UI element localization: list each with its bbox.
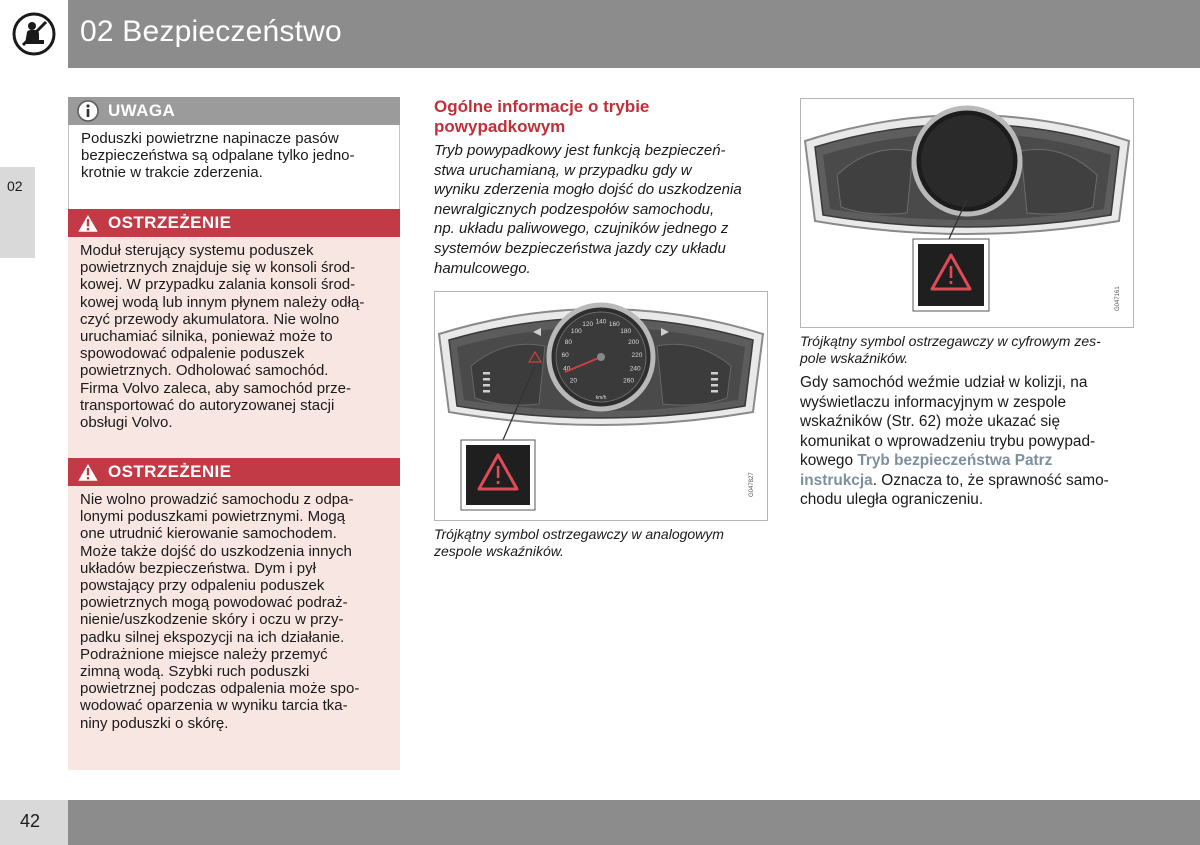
footer-bar (68, 800, 1200, 845)
text-line: systemów bezpieczeństwa jazdy czy układu (434, 239, 726, 257)
text-line: Tryb powypadkowy jest funkcją bezpieczeń- (434, 142, 726, 159)
text-line: Poduszki powietrzne napinacze pasów (81, 130, 339, 147)
text-line: uruchamiać silnika, ponieważ może to (80, 328, 333, 346)
text-line (800, 451, 1134, 471)
text-line: hamulcowego. (434, 259, 531, 277)
section-intro (434, 141, 764, 278)
digital-cluster-figure (800, 98, 1134, 328)
text-line: spowodować odpalenie poduszek (80, 345, 305, 363)
text-line: kowej. W przypadku zalania konsoli środ- (80, 276, 356, 294)
warning-box-2-header (68, 458, 400, 486)
speed-tick-label: 100 (570, 328, 582, 336)
speed-tick-label: 200 (628, 339, 640, 347)
text-line: one utrudnić kierowanie samochodem. (80, 525, 337, 543)
text-line: Moduł sterujący systemu poduszek (80, 242, 314, 259)
header-icon-box (0, 0, 68, 68)
speed-tick-label: 180 (620, 328, 632, 336)
warning-box-1-header (68, 209, 400, 237)
page-number: 42 (20, 811, 41, 831)
text-line: wyniku zderzenia mogło dojść do uszkodzenia (434, 181, 742, 199)
analog-cluster-figure (434, 291, 768, 521)
figure-code: G047161 (1115, 286, 1121, 311)
text-line: niny poduszki o skórę. (80, 714, 229, 732)
info-icon (76, 100, 100, 122)
figure-1-caption (434, 526, 764, 560)
speed-tick-label: 160 (608, 320, 620, 328)
text-line: kowej wodą lub innym płynem należy odłą- (80, 293, 365, 311)
text-line: Firma Volvo zaleca, aby samochód prze- (80, 379, 351, 397)
speed-tick-label: 260 (623, 377, 635, 385)
text-line: powietrznej podczas odpalenia może spo- (80, 680, 360, 698)
warning-box-2 (68, 458, 400, 770)
text-line: Trójkątny symbol ostrzegawczy w cyfrowym zes- (800, 333, 1101, 349)
speed-tick-label: 220 (631, 352, 643, 360)
speed-tick-label: 60 (561, 352, 569, 360)
note-box-header (68, 97, 400, 125)
page-title: 02 Bezpieczeństwo (80, 15, 342, 48)
text-line: obsługi Volvo. (80, 414, 173, 432)
text-line: Gdy samochód weźmie udział w kolizji, na (800, 374, 1088, 391)
text-line: powietrznych mogą powodować podraż- (80, 594, 348, 612)
text-line (800, 471, 1134, 491)
note-box (68, 97, 400, 218)
chapter-tab-label: 02 (7, 178, 23, 194)
text-line: wyświetlaczu informacyjnym w zespole (800, 393, 1066, 411)
speed-tick-label: 80 (564, 339, 573, 347)
text-line: Może także dojść do uszkodzenia innych (80, 542, 352, 560)
text-line: wskaźników (Str. 62) może ukazać się (800, 413, 1061, 430)
menu-message-link: instrukcja (800, 471, 873, 489)
text-line: wodować oparzenia w wyniku tarcia tka- (80, 697, 348, 715)
text-line: pole wskaźników. (800, 350, 909, 366)
text-line: Podrażnione miejsce należy przemyć (80, 645, 328, 663)
text-line: powstający przy odpaleniu poduszek (80, 577, 325, 595)
text-fragment: . Oznacza to, że sprawność samo- (872, 471, 1109, 489)
chapter-tab (0, 167, 35, 258)
text-line: chodu uległa ograniczeniu. (800, 491, 984, 508)
warning-box-1-text (68, 237, 400, 470)
speed-tick-label: 120 (582, 320, 594, 328)
page-number-box (0, 800, 68, 845)
header-bar (68, 0, 1200, 68)
speed-tick-label: 240 (629, 365, 641, 373)
analog-cluster-illustration (435, 292, 767, 520)
text-line: np. układu paliwowego, czujników jednego z (434, 220, 729, 238)
text-line: stwa uruchamianą, w przypadku gdy w (434, 161, 692, 179)
text-line: powietrznych znajduje się w konsoli środ- (80, 259, 356, 277)
digital-cluster-illustration (801, 99, 1133, 327)
text-line: Trójkątny symbol ostrzegawczy w analogowym (434, 526, 724, 542)
text-line: komunikat o wprowadzeniu trybu powypad- (800, 432, 1096, 450)
text-line: nienie/uszkodzenie skóry i oczu w przy- (80, 611, 344, 629)
text-line: newralgicznych podzespołów samochodu, (434, 200, 715, 218)
right-body-text (800, 373, 1134, 510)
text-line: Nie wolno prowadzić samochodu z odpa- (80, 491, 354, 508)
speed-unit-label: km/h (595, 395, 607, 401)
speed-tick-label: 40 (563, 365, 571, 373)
warning-box-2-label: OSTRZEŻENIE (108, 462, 232, 481)
text-line: transportować do autoryzowanej stacji (80, 396, 335, 414)
speed-tick-label: 140 (595, 318, 607, 326)
figure-2-caption (800, 333, 1134, 367)
text-line: zimną wodą. Szybki ruch poduszki (80, 663, 310, 681)
text-line: powietrznych. Odholować samochód. (80, 362, 329, 380)
warning-triangle-icon (76, 461, 100, 483)
seatbelt-person-icon (12, 12, 56, 56)
text-line: krotnie w trakcie zderzenia. (81, 164, 263, 182)
note-box-label: UWAGA (108, 101, 176, 120)
text-line: układów bezpieczeństwa. Dym i pył (80, 559, 316, 577)
warning-triangle-icon (76, 212, 100, 234)
warning-box-1 (68, 209, 400, 470)
text-line: padku silnej ekspozycji na ich działanie. (80, 628, 345, 646)
text-line: bezpieczeństwa są odpalane tylko jedno- (81, 147, 355, 165)
warning-box-2-text (68, 486, 400, 770)
warning-box-1-label: OSTRZEŻENIE (108, 213, 232, 232)
speed-tick-label: 20 (569, 377, 578, 385)
text-line: czyć przewody akumulatora. Nie wolno (80, 310, 340, 328)
figure-code: G047827 (749, 472, 755, 497)
note-box-text (68, 125, 400, 218)
menu-message-link: Tryb bezpieczeństwa Patrz (857, 452, 1053, 469)
text-line: zespole wskaźników. (434, 543, 564, 559)
section-title: Ogólne informacje o trybie powypadkowym (434, 97, 650, 136)
text-line: lonymi poduszkami powietrznymi. Mogą (80, 508, 346, 526)
text-fragment: kowego (800, 452, 858, 469)
